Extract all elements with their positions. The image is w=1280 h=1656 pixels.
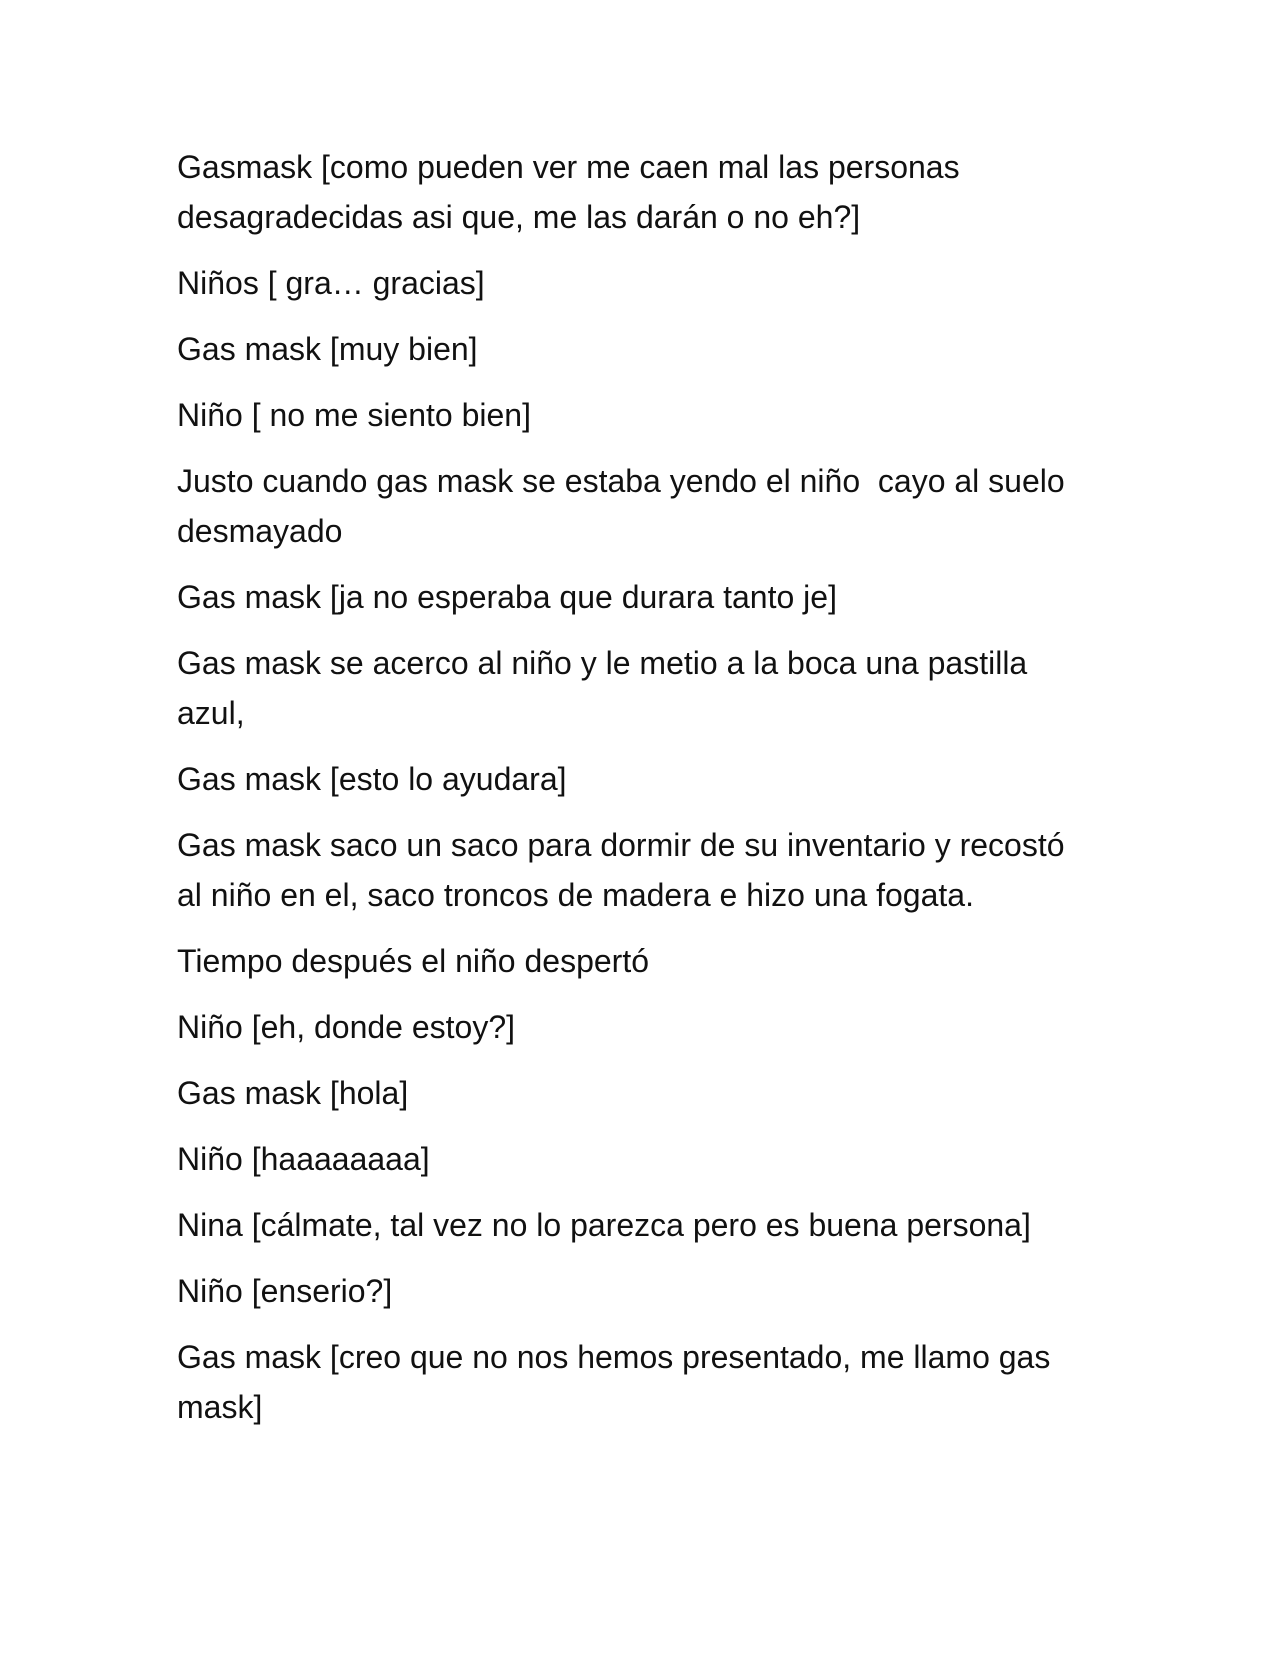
paragraph: Gas mask [hola]: [177, 1075, 409, 1111]
paragraph: Gas mask [muy bien]: [177, 331, 478, 367]
paragraph: Gas mask [creo que no nos hemos presentado, me llamo gas mask]: [177, 1339, 1060, 1425]
paragraph: Justo cuando gas mask se estaba yendo el niño cayo al suelo desmayado: [177, 463, 1074, 549]
paragraph: Tiempo después el niño despertó: [177, 943, 649, 979]
document-body: [177, 142, 1097, 1448]
paragraph: Gasmask [como pueden ver me caen mal las personas desagradecidas asi que, me las darán o no eh?]: [177, 149, 969, 235]
paragraph: Gas mask saco un saco para dormir de su inventario y recostó al niño en el, saco troncos de madera e hizo una fogata.: [177, 827, 1074, 913]
paragraph: Niño [ no me siento bien]: [177, 397, 531, 433]
paragraph: Niño [enserio?]: [177, 1273, 393, 1309]
paragraph: Niño [eh, donde estoy?]: [177, 1009, 516, 1045]
paragraph: Nina [cálmate, tal vez no lo parezca pero es buena persona]: [177, 1207, 1031, 1243]
paragraph: Gas mask se acerco al niño y le metio a la boca una pastilla azul,: [177, 645, 1037, 731]
paragraph: Niños [ gra… gracias]: [177, 265, 485, 301]
paragraph: Gas mask [esto lo ayudara]: [177, 761, 567, 797]
paragraph: Niño [haaaaaaaa]: [177, 1141, 430, 1177]
paragraph: Gas mask [ja no esperaba que durara tanto je]: [177, 579, 837, 615]
